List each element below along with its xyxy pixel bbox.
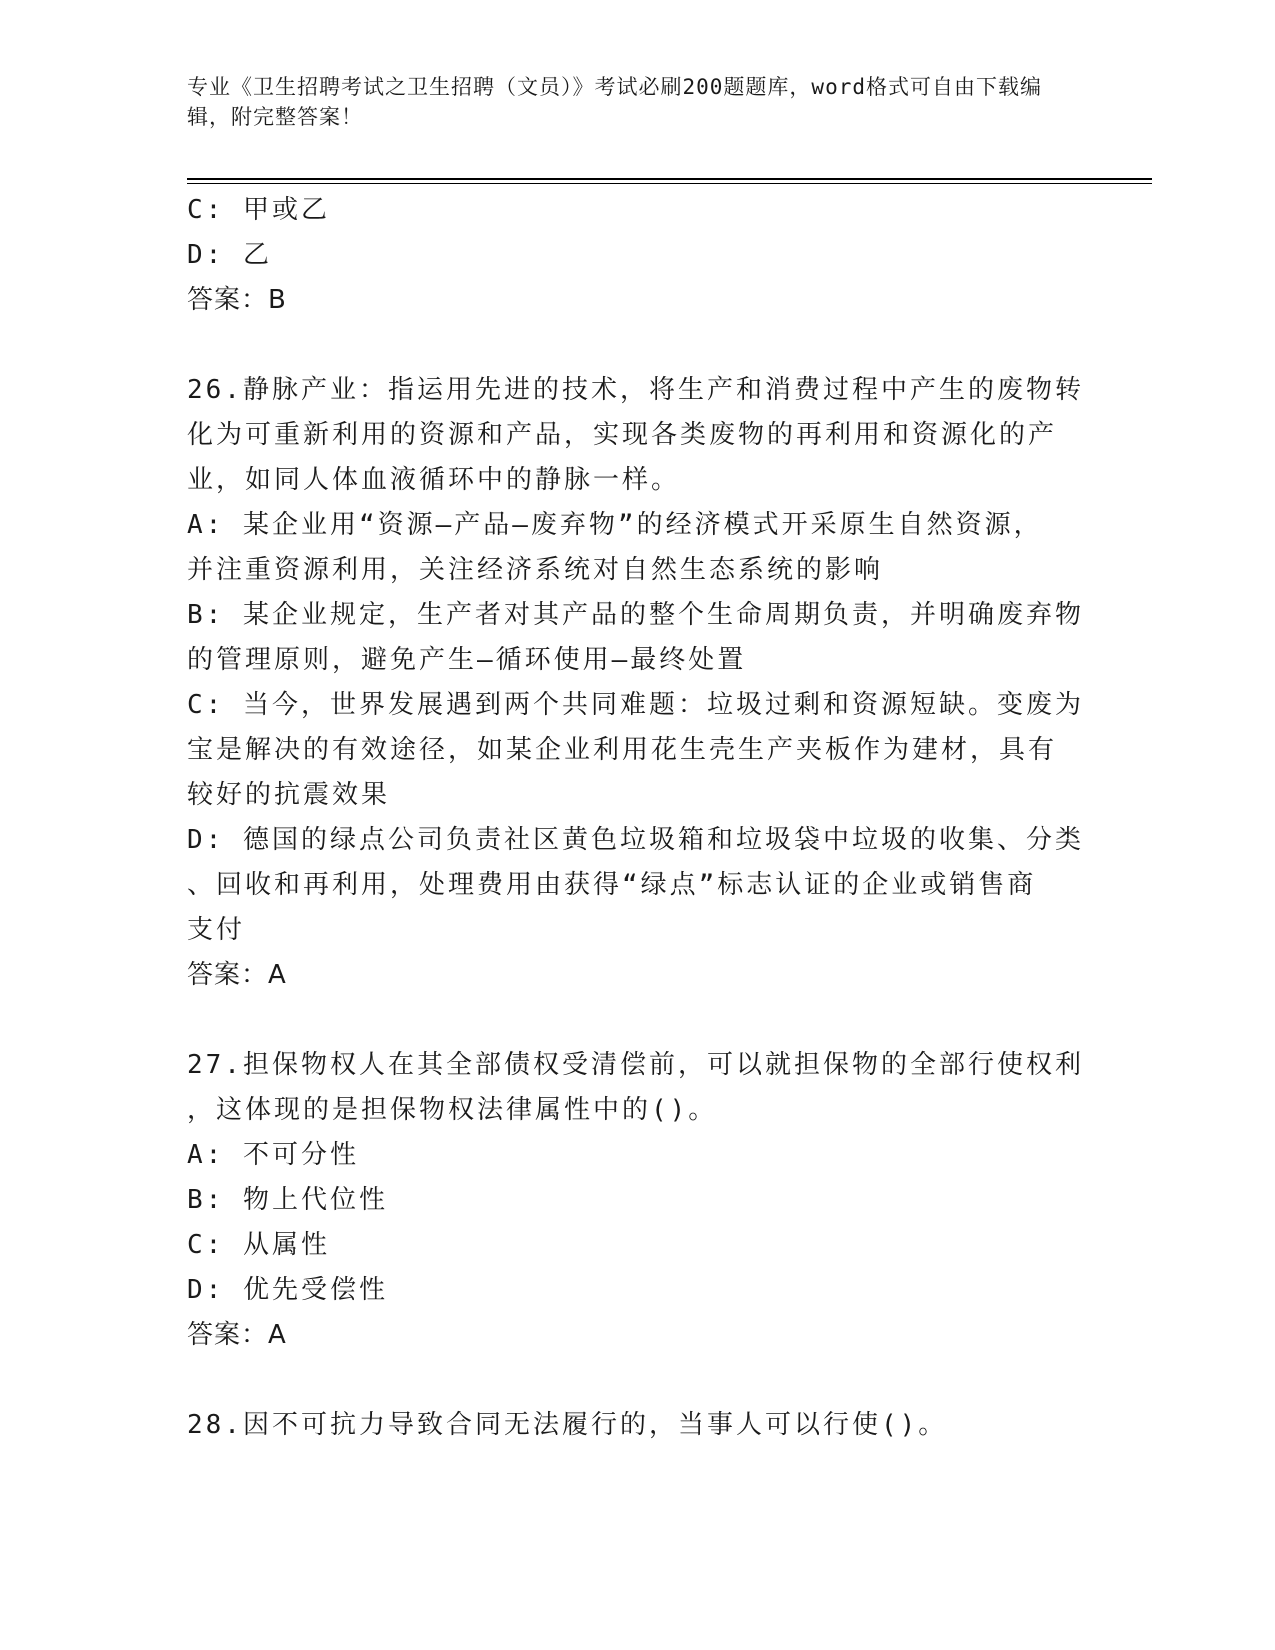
- option-c-cont: 宝是解决的有效途径，如某企业利用花生壳生产夹板作为建材，具有: [187, 735, 1058, 765]
- option-b: B: 某企业规定，生产者对其产品的整个生命周期负责，并明确废弃物: [187, 600, 1084, 630]
- option-d: D: 德国的绿点公司负责社区黄色垃圾箱和垃圾袋中垃圾的收集、分类: [187, 825, 1084, 855]
- option-c: C: 甲或乙: [187, 195, 330, 225]
- option-c: C: 当今，世界发展遇到两个共同难题：垃圾过剩和资源短缺。变废为: [187, 690, 1084, 720]
- answer-line: 答案：A: [187, 1320, 287, 1350]
- option-c-cont: 较好的抗震效果: [187, 780, 391, 810]
- option-d: D: 乙: [187, 240, 272, 270]
- question-stem-line: 26.静脉产业：指运用先进的技术，将生产和消费过程中产生的废物转: [187, 375, 1084, 405]
- question-stem-line: 业，如同人体血液循环中的静脉一样。: [187, 465, 681, 495]
- option-a: A: 不可分性: [187, 1140, 359, 1170]
- option-d: D: 优先受偿性: [187, 1275, 388, 1305]
- question-28: [187, 1403, 1087, 1448]
- answer-line: 答案：A: [187, 960, 287, 990]
- question-stem-line: 28.因不可抗力导致合同无法履行的，当事人可以行使()。: [187, 1410, 948, 1440]
- document-header: [187, 72, 1067, 132]
- option-a: A: 某企业用“资源—产品—废弃物”的经济模式开采原生自然资源，: [187, 510, 1043, 540]
- option-d-cont: 、回收和再利用，处理费用由获得“绿点”标志认证的企业或销售商: [187, 870, 1037, 900]
- question-stem-line: 化为可重新利用的资源和产品，实现各类废物的再利用和资源化的产: [187, 420, 1058, 450]
- question-26: [187, 368, 1087, 998]
- question-25-tail: [187, 188, 1087, 323]
- header-rule-thick: [187, 178, 1152, 180]
- spacer: [187, 1358, 1087, 1403]
- question-stem-line: 27.担保物权人在其全部债权受清偿前，可以就担保物的全部行使权利: [187, 1050, 1084, 1080]
- spacer: [187, 323, 1087, 368]
- question-stem-line: ，这体现的是担保物权法律属性中的()。: [187, 1095, 718, 1125]
- answer-line: 答案：B: [187, 285, 287, 315]
- header-rule-thin: [187, 183, 1152, 184]
- spacer: [187, 998, 1087, 1043]
- option-b-cont: 的管理原则，避免产生—循环使用—最终处置: [187, 645, 747, 675]
- question-27: [187, 1043, 1087, 1358]
- document-body: [187, 188, 1087, 1448]
- option-d-cont: 支付: [187, 915, 246, 945]
- option-a-cont: 并注重资源利用，关注经济系统对自然生态系统的影响: [187, 555, 884, 585]
- option-c: C: 从属性: [187, 1230, 330, 1260]
- header-title: 专业《卫生招聘考试之卫生招聘（文员）》考试必刷200题题库，word格式可自由下载编辑，附完整答案！: [187, 75, 1042, 129]
- option-b: B: 物上代位性: [187, 1185, 388, 1215]
